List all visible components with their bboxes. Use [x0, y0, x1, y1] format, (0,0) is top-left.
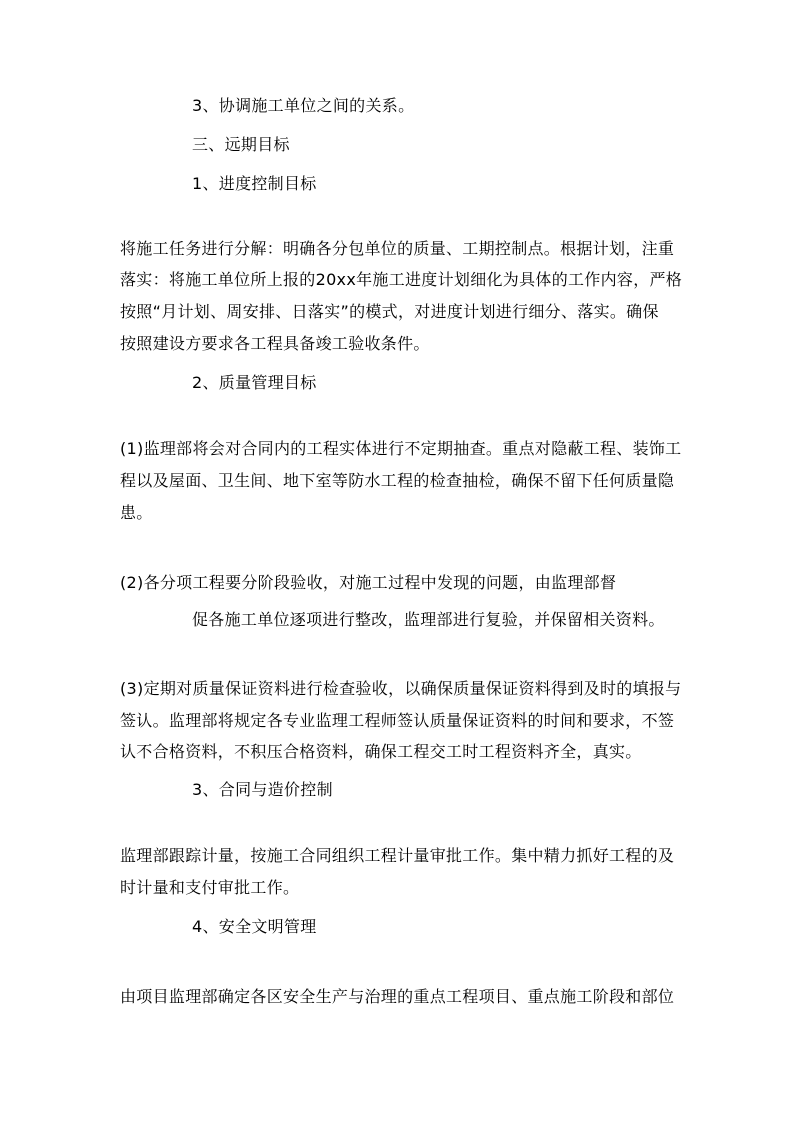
- paragraph-line: 患。: [120, 503, 153, 522]
- paragraph-line: 签认。监理部将规定各专业监理工程师签认质量保证资料的时间和要求，不签: [120, 711, 675, 730]
- section-heading-long-term-goals: 三、远期目标: [192, 135, 290, 154]
- subheading-safety-civilized-management: 4、安全文明管理: [192, 917, 317, 936]
- paragraph-line: 时计量和支付审批工作。: [120, 878, 300, 897]
- subheading-quality-management: 2、质量管理目标: [192, 373, 317, 392]
- list-item-coordinate-units: 3、协调施工单位之间的关系。: [192, 96, 415, 115]
- paragraph-line: 认不合格资料，不积压合格资料，确保工程交工时工程资料齐全，真实。: [120, 742, 642, 761]
- subheading-schedule-control: 1、进度控制目标: [192, 174, 317, 193]
- paragraph-line: 监理部跟踪计量，按施工合同组织工程计量审批工作。集中精力抓好工程的及: [120, 846, 675, 865]
- paragraph-line: 程以及屋面、卫生间、地下室等防水工程的检查抽检，确保不留下任何质量隐: [120, 471, 675, 490]
- paragraph-line: 按照“月计划、周安排、日落实”的模式，对进度计划进行细分、落实。确保: [120, 302, 659, 321]
- paragraph-line: 由项目监理部确定各区安全生产与治理的重点工程项目、重点施工阶段和部位: [120, 987, 675, 1006]
- paragraph-line: 将施工任务进行分解：明确各分包单位的质量、工期控制点。根据计划，注重: [120, 239, 675, 258]
- paragraph-line: (3)定期对质量保证资料进行检查验收，以确保质量保证资料得到及时的填报与: [120, 679, 682, 698]
- subheading-contract-cost-control: 3、合同与造价控制: [192, 780, 333, 799]
- paragraph-line: (2)各分项工程要分阶段验收，对施工过程中发现的问题，由监理部督: [120, 573, 617, 592]
- paragraph-line: 按照建设方要求各工程具备竣工验收条件。: [120, 334, 430, 353]
- paragraph-line: 促各施工单位逐项进行整改，监理部进行复验，并保留相关资料。: [192, 610, 665, 629]
- paragraph-line: (1)监理部将会对合同内的工程实体进行不定期抽查。重点对隐蔽工程、装饰工: [120, 439, 682, 458]
- paragraph-line: 落实：将施工单位所上报的20xx年施工进度计划细化为具体的工作内容，严格: [120, 270, 683, 289]
